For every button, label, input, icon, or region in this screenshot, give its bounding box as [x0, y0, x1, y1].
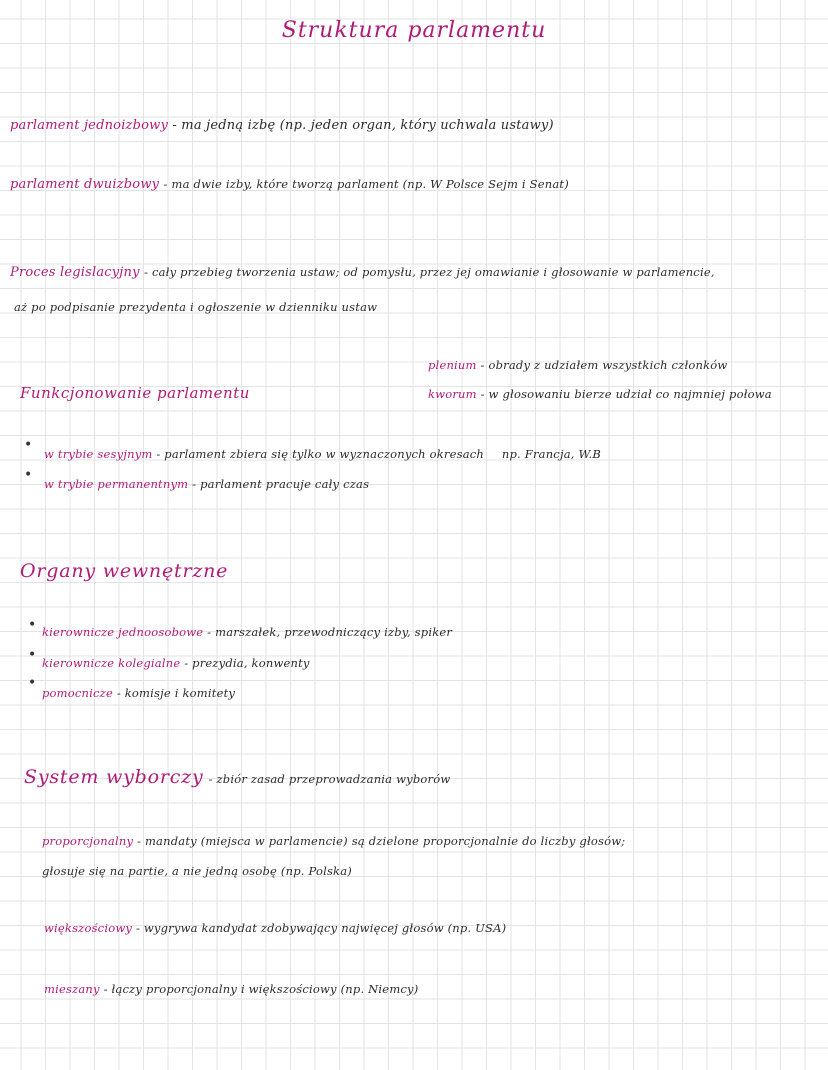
extra-session-mode: np. Francja, W.B: [501, 447, 601, 461]
text-plenum: - obrady z udziałem wszystkich członków: [480, 358, 728, 372]
functioning-bullet-1: [44, 447, 601, 461]
term-permanent-mode: w trybie permanentnym: [44, 477, 189, 491]
term-quorum: kworum: [428, 387, 477, 401]
electoral-heading-row: [24, 766, 450, 788]
organs-bullet-1: [42, 625, 452, 639]
term-session-mode: w trybie sesyjnym: [44, 447, 153, 461]
text-unicameral: - ma jedną izbę (np. jeden organ, który uchwala ustawy): [172, 118, 554, 133]
bullet-dot: •: [28, 647, 37, 663]
term-majority: większościowy: [44, 921, 133, 935]
bullet-dot: •: [28, 675, 37, 691]
bullet-dot: •: [28, 617, 37, 633]
text-legislative-1: - cały przebieg tworzenia ustaw; od pomysłu, przez jej omawianie i głosowanie w parlamencie,: [144, 265, 715, 279]
term-collegial-managing: kierownicze kolegialne: [42, 656, 181, 670]
text-auxiliary: - komisje i komitety: [116, 686, 236, 700]
term-auxiliary: pomocnicze: [42, 686, 113, 700]
text-majority: - wygrywa kandydat zdobywający najwięcej głosów (np. USA): [135, 921, 507, 935]
term-legislative: Proces legislacyjny: [10, 265, 140, 280]
electoral-item-majority: [44, 921, 506, 935]
functioning-heading: Funkcjonowanie parlamentu: [20, 384, 250, 402]
text-session-mode: - parlament zbiera się tylko w wyznaczonych okresach: [156, 447, 485, 461]
electoral-heading: System wyborczy: [24, 766, 204, 788]
text-mixed: - łączy proporcjonalny i większościowy (np. Niemcy): [103, 982, 419, 996]
term-bicameral: parlament dwuizbowy: [10, 177, 160, 192]
electoral-item-proportional-2: głosuje się na partie, a nie jedną osobę (np. Polska): [42, 864, 352, 878]
organs-bullet-2: [42, 656, 310, 670]
term-plenum: plenium: [428, 358, 477, 372]
term-proportional: proporcjonalny: [42, 834, 134, 848]
legislative-line-1: [10, 265, 715, 280]
term-mixed: mieszany: [44, 982, 100, 996]
quorum-definition: [428, 387, 772, 401]
term-single-managing: kierownicze jednoosobowe: [42, 625, 204, 639]
bullet-dot: •: [24, 437, 33, 453]
organs-bullet-3: [42, 686, 235, 700]
legislative-line-2: aż po podpisanie prezydenta i ogłoszenie w dzienniku ustaw: [14, 300, 378, 314]
functioning-bullet-2: [44, 477, 369, 491]
text-single-managing: - marszałek, przewodniczący izby, spiker: [207, 625, 453, 639]
text-quorum: - w głosowaniu bierze udział co najmniej połowa: [480, 387, 772, 401]
bullet-dot: •: [24, 467, 33, 483]
text-permanent-mode: - parlament pracuje cały czas: [192, 477, 370, 491]
definition-bicameral: [10, 177, 569, 192]
text-collegial-managing: - prezydia, konwenty: [184, 656, 310, 670]
organs-heading: Organy wewnętrzne: [20, 560, 229, 582]
text-proportional: - mandaty (miejsca w parlamencie) są dzielone proporcjonalnie do liczby głosów;: [137, 834, 626, 848]
electoral-item-mixed: [44, 982, 418, 996]
definition-unicameral: [10, 118, 554, 133]
term-unicameral: parlament jednoizbowy: [10, 118, 169, 133]
text-bicameral: - ma dwie izby, które tworzą parlament (np. W Polsce Sejm i Senat): [163, 177, 569, 191]
page-title: Struktura parlamentu: [281, 18, 547, 43]
plenum-definition: [428, 358, 727, 372]
electoral-item-proportional: [42, 834, 625, 848]
electoral-heading-text: - zbiór zasad przeprowadzania wyborów: [208, 772, 451, 786]
